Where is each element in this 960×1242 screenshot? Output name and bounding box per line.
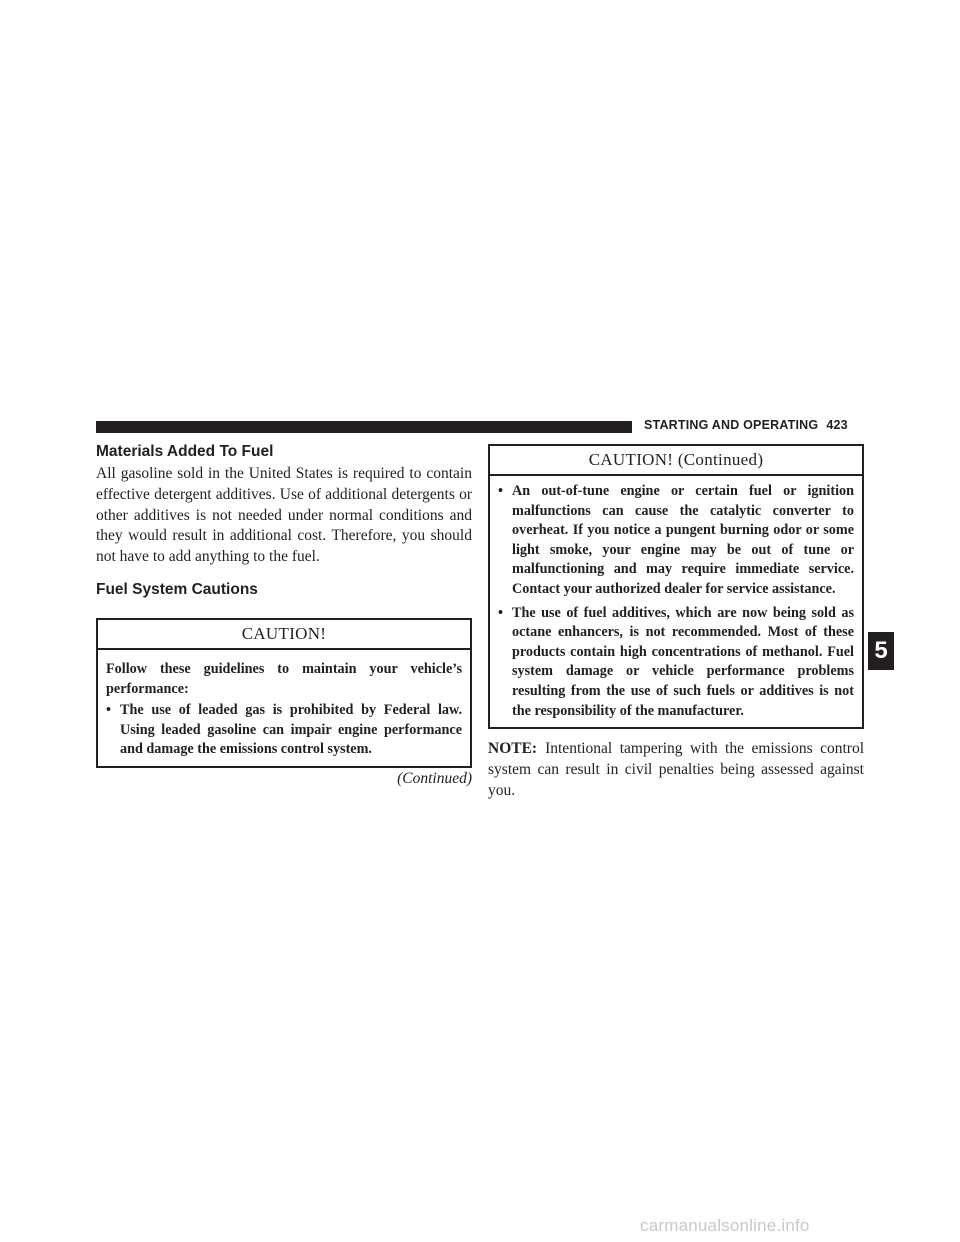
- bullet-marker: •: [498, 604, 503, 621]
- caution-intro: Follow these guidelines to maintain your vehicle’s performance:: [106, 660, 462, 697]
- running-header: [644, 418, 848, 432]
- right-column: [488, 444, 864, 802]
- caution-bullet: [498, 482, 854, 600]
- heading-materials-added: Materials Added To Fuel: [96, 443, 274, 460]
- watermark: carmanualsonline.info: [640, 1216, 810, 1235]
- section-title: STARTING AND OPERATING: [644, 418, 819, 432]
- caution-box: [96, 618, 472, 768]
- caution-bullet-text: An out-of-tune engine or certain fuel or ignition malfunctions can cause the catalytic converter to overheat. If you notice a pungent burning odor or some light smoke, your engine may be out of tune or malfunctioning and may require immediate service. Contact your authorized dealer for service assistance.: [512, 483, 854, 597]
- caution-bullet: [106, 701, 462, 760]
- continued-label: (Continued): [397, 769, 472, 787]
- note-paragraph: [488, 739, 864, 801]
- header-rule: [96, 421, 632, 433]
- caution-bullet-text: The use of leaded gas is prohibited by Federal law. Using leaded gasoline can impair engine performance and damage the emissions control system.: [120, 702, 462, 758]
- heading-fuel-system-cautions: Fuel System Cautions: [96, 580, 258, 598]
- left-column: [96, 442, 472, 788]
- caution-continued-body: [490, 476, 862, 727]
- caution-continued-box: [488, 444, 864, 729]
- chapter-tab: 5: [868, 632, 894, 670]
- caution-bullet-text: The use of fuel additives, which are now being sold as octane enhancers, is not recommended. Most of these products contain high concentrations of methanol. Fuel system damage or vehicle performance problems resulting from the use of such fuels or additives is not the responsibility of the manufacturer.: [512, 604, 854, 719]
- paragraph-materials: All gasoline sold in the United States is required to contain effective detergent additives. Use of additional detergents or other additives is not needed under normal conditions and they would result in additional cost. Therefore, you should not have to add anything to the fuel.: [96, 465, 472, 566]
- caution-title: CAUTION!: [98, 620, 470, 650]
- note-text: Intentional tampering with the emissions control system can result in civil penalties being assessed against you.: [488, 740, 864, 799]
- caution-bullet: [498, 604, 854, 722]
- caution-continued-title: CAUTION! (Continued): [490, 446, 862, 476]
- note-label: NOTE:: [488, 740, 538, 758]
- caution-body: [98, 650, 470, 766]
- bullet-marker: •: [498, 483, 503, 499]
- bullet-marker: •: [106, 702, 111, 719]
- page-number: 423: [826, 418, 848, 432]
